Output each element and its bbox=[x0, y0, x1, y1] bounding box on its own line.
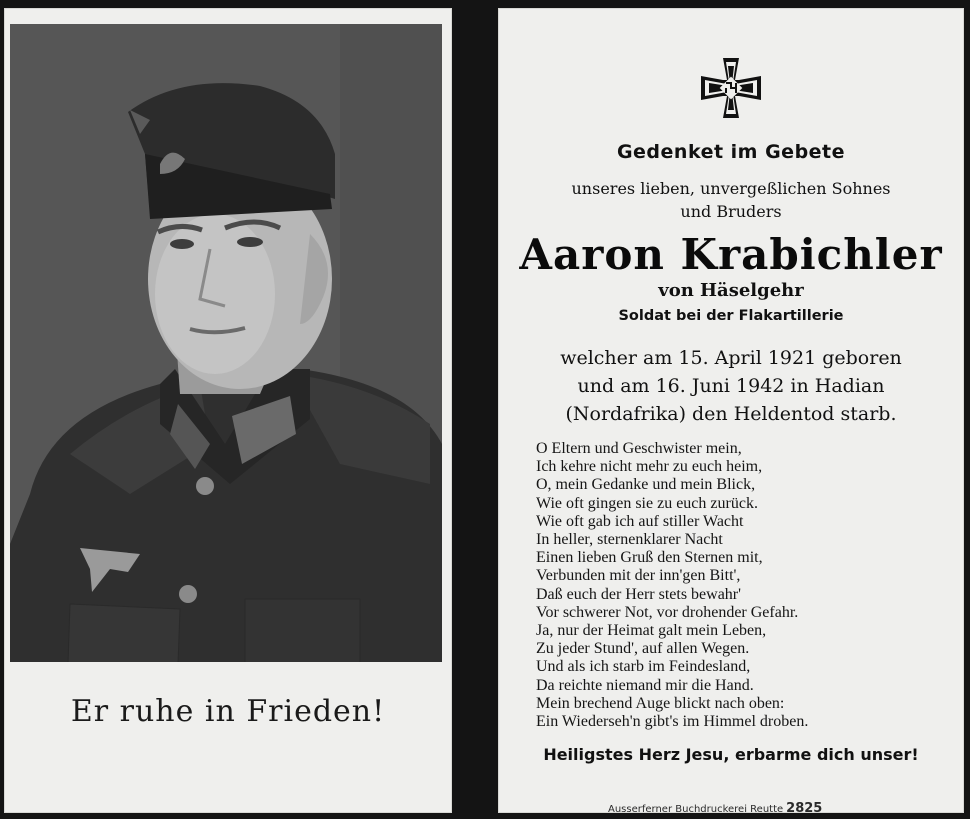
poem-line: Und als ich starb im Feindesland, bbox=[536, 658, 751, 676]
poem-line: Mein brechend Auge blickt nach oben: bbox=[536, 694, 785, 712]
life-line-3: (Nordafrika) den Heldentod starb. bbox=[565, 403, 897, 425]
life-line-2: und am 16. Juni 1942 in Hadian bbox=[577, 375, 885, 397]
left-card bbox=[4, 8, 452, 813]
iron-cross-icon bbox=[695, 52, 767, 124]
poem-line: Verbunden mit der inn'gen Bitt', bbox=[536, 567, 741, 585]
rest-in-peace-caption: Er ruhe in Frieden! bbox=[70, 694, 386, 729]
poem-line: Wie oft gab ich auf stiller Wacht bbox=[536, 512, 744, 530]
closing-prayer: Heiligstes Herz Jesu, erbarme dich unser! bbox=[543, 745, 919, 764]
soldier-portrait-photo bbox=[10, 24, 442, 662]
poem-line: Ja, nur der Heimat galt mein Leben, bbox=[536, 622, 767, 640]
origin: von Häselgehr bbox=[658, 280, 804, 301]
poem-line: O Eltern und Geschwister mein, bbox=[536, 440, 742, 457]
cross-container bbox=[498, 52, 964, 124]
poem-line: O, mein Gedanke und mein Blick, bbox=[536, 476, 756, 494]
poem-line: Wie oft gingen sie zu euch zurück. bbox=[536, 494, 758, 512]
poem-line: Einen lieben Gruß den Sternen mit, bbox=[536, 549, 763, 567]
poem bbox=[536, 440, 956, 731]
printer-number: 2825 bbox=[786, 801, 823, 816]
right-card bbox=[498, 8, 964, 816]
poem-line: In heller, sternenklarer Nacht bbox=[536, 531, 723, 549]
printer-name: Ausserferner Buchdruckerei Reutte bbox=[608, 804, 784, 815]
poem-line: Zu jeder Stund', auf allen Wegen. bbox=[536, 640, 750, 658]
poem-line: Ich kehre nicht mehr zu euch heim, bbox=[536, 458, 763, 476]
deceased-name: Aaron Krabichler bbox=[519, 230, 943, 279]
poem-line: Vor schwerer Not, vor drohender Gefahr. bbox=[536, 603, 799, 621]
poem-line: Da reichte niemand mir die Hand. bbox=[536, 676, 754, 694]
soldier-portrait-illustration bbox=[10, 24, 442, 662]
poem-line: Ein Wiederseh'n gibt's im Himmel droben. bbox=[536, 713, 809, 731]
intro-line-1: unseres lieben, unvergeßlichen Sohnes bbox=[571, 179, 891, 198]
poem-line: Daß euch der Herr stets bewahr' bbox=[536, 585, 742, 603]
heading: Gedenket im Gebete bbox=[616, 141, 846, 163]
printer-imprint bbox=[608, 801, 822, 816]
life-line-1: welcher am 15. April 1921 geboren bbox=[560, 347, 902, 369]
intro-line-2: und Bruders bbox=[680, 202, 782, 221]
military-rank: Soldat bei der Flakartillerie bbox=[618, 308, 844, 324]
